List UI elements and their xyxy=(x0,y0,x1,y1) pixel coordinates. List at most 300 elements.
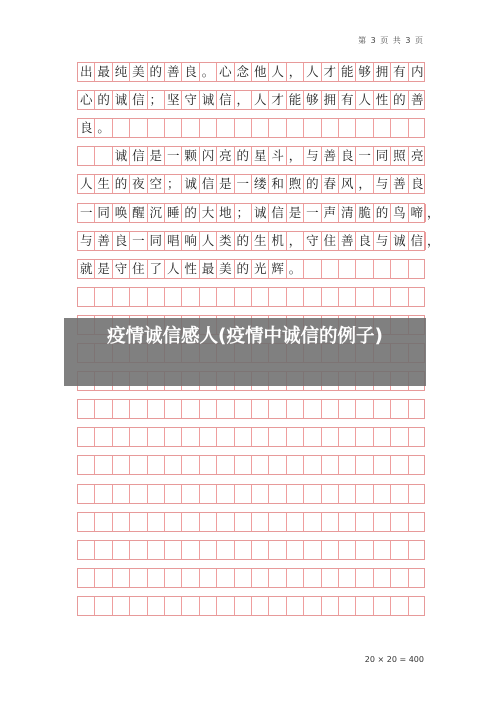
grid-cell: 同 xyxy=(95,204,112,222)
grid-cell xyxy=(182,597,199,615)
grid-cell: 是 xyxy=(217,175,234,193)
grid-cell xyxy=(182,513,199,531)
grid-cell xyxy=(409,400,426,418)
grid-cell: 的 xyxy=(304,175,321,193)
grid-cell xyxy=(409,119,426,137)
grid-cell: 生 xyxy=(95,175,112,193)
grid-cell xyxy=(235,485,252,503)
grid-cell: 的 xyxy=(235,260,252,278)
grid-cell: 才 xyxy=(322,63,339,81)
grid-cell xyxy=(113,400,130,418)
grid-cell xyxy=(113,597,130,615)
grid-cell xyxy=(287,400,304,418)
grid-cell xyxy=(130,288,147,306)
grid-cell: 的 xyxy=(182,204,199,222)
grid-cell xyxy=(287,119,304,137)
grid-cell: 春 xyxy=(322,175,339,193)
grid-cell xyxy=(322,456,339,474)
grid-cell xyxy=(391,119,408,137)
grid-cell xyxy=(374,456,391,474)
grid-cell: 和 xyxy=(269,175,286,193)
grid-cell xyxy=(269,119,286,137)
grid-cell xyxy=(78,597,95,615)
grid-cell xyxy=(391,597,408,615)
grid-cell xyxy=(339,485,356,503)
grid-cell: 空 xyxy=(148,175,165,193)
grid-cell xyxy=(356,541,373,559)
grid-cell xyxy=(356,288,373,306)
grid-cell: ； xyxy=(165,175,182,193)
grid-cell xyxy=(252,400,269,418)
grid-row xyxy=(77,427,425,447)
grid-cell: 夜 xyxy=(130,175,147,193)
grid-cell: 有 xyxy=(391,63,408,81)
grid-cell xyxy=(391,541,408,559)
grid-cell xyxy=(113,569,130,587)
grid-cell xyxy=(339,541,356,559)
grid-cell: 住 xyxy=(322,232,339,250)
grid-cell xyxy=(182,485,199,503)
grid-cell xyxy=(235,456,252,474)
grid-cell: 一 xyxy=(356,147,373,165)
grid-cell xyxy=(165,288,182,306)
grid-cell xyxy=(235,541,252,559)
grid-cell: 人 xyxy=(304,63,321,81)
grid-cell xyxy=(339,456,356,474)
grid-cell: 诚 xyxy=(113,91,130,109)
grid-cell xyxy=(322,513,339,531)
grid-cell xyxy=(269,597,286,615)
grid-cell: 睡 xyxy=(165,204,182,222)
grid-cell: 的 xyxy=(148,63,165,81)
grid-cell xyxy=(269,513,286,531)
grid-cell: 性 xyxy=(374,91,391,109)
grid-cell xyxy=(409,260,426,278)
grid-cell xyxy=(78,513,95,531)
grid-cell xyxy=(304,597,321,615)
grid-cell xyxy=(356,597,373,615)
grid-cell: 。 xyxy=(95,119,112,137)
grid-cell: 与 xyxy=(78,232,95,250)
grid-cell xyxy=(130,485,147,503)
grid-cell: 啼 xyxy=(409,204,426,222)
grid-cell: 信 xyxy=(130,91,147,109)
grid-cell: 人 xyxy=(165,260,182,278)
grid-cell: 与 xyxy=(374,175,391,193)
grid-cell: 心 xyxy=(78,91,95,109)
grid-cell: 缕 xyxy=(252,175,269,193)
grid-cell xyxy=(148,541,165,559)
grid-cell xyxy=(374,485,391,503)
grid-cell: 善 xyxy=(165,63,182,81)
grid-cell xyxy=(148,400,165,418)
grid-cell xyxy=(374,288,391,306)
grid-cell xyxy=(356,569,373,587)
grid-cell: 善 xyxy=(322,147,339,165)
grid-cell xyxy=(200,456,217,474)
grid-cell: 风 xyxy=(339,175,356,193)
grid-cell xyxy=(182,119,199,137)
title-banner xyxy=(64,318,426,386)
grid-row xyxy=(77,62,425,82)
grid-cell xyxy=(252,513,269,531)
grid-row xyxy=(77,259,425,279)
grid-cell xyxy=(148,513,165,531)
grid-cell xyxy=(409,569,426,587)
grid-cell xyxy=(374,597,391,615)
grid-cell: 同 xyxy=(148,232,165,250)
grid-cell: 人 xyxy=(200,232,217,250)
grid-cell xyxy=(269,288,286,306)
grid-cell xyxy=(287,541,304,559)
grid-cell xyxy=(165,597,182,615)
grid-cell xyxy=(287,513,304,531)
grid-cell: 他 xyxy=(252,63,269,81)
grid-cell xyxy=(269,428,286,446)
grid-cell: 住 xyxy=(130,260,147,278)
grid-cell: 鸟 xyxy=(391,204,408,222)
grid-cell xyxy=(252,569,269,587)
grid-cell xyxy=(95,428,112,446)
grid-cell xyxy=(287,485,304,503)
grid-cell xyxy=(130,513,147,531)
grid-cell xyxy=(287,597,304,615)
grid-cell xyxy=(356,428,373,446)
grid-cell: 与 xyxy=(374,232,391,250)
grid-cell: 沉 xyxy=(148,204,165,222)
grid-cell: 有 xyxy=(339,91,356,109)
grid-cell xyxy=(148,597,165,615)
grid-cell xyxy=(374,119,391,137)
grid-cell xyxy=(182,569,199,587)
grid-cell xyxy=(95,569,112,587)
grid-cell xyxy=(148,456,165,474)
grid-cell xyxy=(217,569,234,587)
grid-cell xyxy=(113,288,130,306)
grid-cell xyxy=(165,485,182,503)
grid-cell: 醒 xyxy=(130,204,147,222)
grid-cell: 美 xyxy=(217,260,234,278)
grid-cell: 清 xyxy=(339,204,356,222)
grid-cell xyxy=(391,513,408,531)
grid-cell xyxy=(339,597,356,615)
grid-cell xyxy=(130,597,147,615)
grid-cell xyxy=(304,541,321,559)
grid-cell xyxy=(113,513,130,531)
grid-cell: 唤 xyxy=(113,204,130,222)
grid-cell xyxy=(409,541,426,559)
grid-count-label: 20 × 20 = 400 xyxy=(364,655,424,664)
grid-cell: ， xyxy=(356,175,373,193)
grid-cell: 人 xyxy=(269,63,286,81)
grid-cell xyxy=(374,428,391,446)
grid-cell xyxy=(252,597,269,615)
grid-cell xyxy=(95,288,112,306)
grid-cell xyxy=(95,147,112,165)
grid-row xyxy=(77,540,425,560)
grid-cell xyxy=(95,400,112,418)
grid-cell xyxy=(130,456,147,474)
grid-cell: 一 xyxy=(235,175,252,193)
grid-cell xyxy=(235,119,252,137)
grid-cell: 的 xyxy=(391,91,408,109)
grid-cell xyxy=(287,428,304,446)
grid-cell: 的 xyxy=(235,147,252,165)
grid-cell xyxy=(391,400,408,418)
grid-cell: 一 xyxy=(130,232,147,250)
grid-cell: 与 xyxy=(304,147,321,165)
grid-cell: 最 xyxy=(95,63,112,81)
grid-cell xyxy=(235,400,252,418)
grid-cell: 信 xyxy=(269,204,286,222)
grid-cell: 一 xyxy=(165,147,182,165)
grid-cell: 诚 xyxy=(200,91,217,109)
grid-cell xyxy=(252,288,269,306)
grid-cell xyxy=(78,288,95,306)
grid-cell xyxy=(217,597,234,615)
grid-cell xyxy=(252,541,269,559)
grid-cell: ， xyxy=(235,91,252,109)
grid-cell: 良 xyxy=(113,232,130,250)
grid-cell xyxy=(78,147,95,165)
grid-cell xyxy=(148,428,165,446)
grid-cell xyxy=(200,288,217,306)
grid-cell xyxy=(304,513,321,531)
grid-cell: 人 xyxy=(356,91,373,109)
grid-cell: 一 xyxy=(78,204,95,222)
grid-cell xyxy=(113,119,130,137)
grid-cell: 良 xyxy=(78,119,95,137)
grid-cell xyxy=(182,428,199,446)
grid-row xyxy=(77,287,425,307)
grid-cell xyxy=(130,569,147,587)
grid-cell xyxy=(235,597,252,615)
grid-cell: 诚 xyxy=(252,204,269,222)
grid-cell xyxy=(409,485,426,503)
grid-cell xyxy=(339,428,356,446)
grid-cell xyxy=(113,485,130,503)
grid-cell: 的 xyxy=(113,175,130,193)
grid-cell xyxy=(182,400,199,418)
grid-cell xyxy=(78,569,95,587)
grid-cell: 拥 xyxy=(322,91,339,109)
grid-cell: 亮 xyxy=(411,148,424,164)
grid-cell: 够 xyxy=(356,63,373,81)
margin-punctuation: ， xyxy=(427,232,440,248)
grid-cell: 诚 xyxy=(391,232,408,250)
grid-cell: 脆 xyxy=(356,204,373,222)
grid-cell xyxy=(130,119,147,137)
grid-cell xyxy=(182,541,199,559)
grid-cell xyxy=(322,597,339,615)
grid-cell: 能 xyxy=(287,91,304,109)
grid-cell: 是 xyxy=(95,260,112,278)
grid-cell xyxy=(356,260,373,278)
grid-cell: 。 xyxy=(287,260,304,278)
grid-cell: 守 xyxy=(113,260,130,278)
grid-cell xyxy=(235,569,252,587)
grid-cell xyxy=(252,485,269,503)
grid-cell xyxy=(339,400,356,418)
grid-cell: 生 xyxy=(252,232,269,250)
grid-cell xyxy=(235,513,252,531)
grid-cell xyxy=(356,513,373,531)
grid-cell xyxy=(356,119,373,137)
grid-cell xyxy=(113,428,130,446)
grid-cell: 拥 xyxy=(374,63,391,81)
grid-cell: 了 xyxy=(148,260,165,278)
grid-cell xyxy=(391,288,408,306)
grid-cell: 纯 xyxy=(113,63,130,81)
grid-cell: 闪 xyxy=(200,147,217,165)
grid-cell: 声 xyxy=(322,204,339,222)
grid-cell: 就 xyxy=(78,260,95,278)
grid-cell xyxy=(165,513,182,531)
grid-row xyxy=(77,231,440,251)
grid-cell xyxy=(217,428,234,446)
grid-cell xyxy=(269,400,286,418)
grid-cell: ， xyxy=(287,232,304,250)
grid-cell: 斗 xyxy=(269,147,286,165)
grid-cell xyxy=(165,456,182,474)
grid-cell: 出 xyxy=(78,63,95,81)
grid-cell xyxy=(130,541,147,559)
grid-cell xyxy=(78,456,95,474)
grid-cell xyxy=(374,513,391,531)
grid-cell xyxy=(95,513,112,531)
grid-cell xyxy=(148,569,165,587)
grid-cell: 良 xyxy=(356,232,373,250)
grid-cell xyxy=(95,541,112,559)
grid-cell: 辉 xyxy=(269,260,286,278)
grid-cell xyxy=(287,569,304,587)
grid-row xyxy=(77,399,425,419)
grid-cell: 亮 xyxy=(217,147,234,165)
grid-cell: 守 xyxy=(182,91,199,109)
grid-cell xyxy=(200,513,217,531)
grid-cell xyxy=(200,597,217,615)
grid-cell: 才 xyxy=(269,91,286,109)
grid-row xyxy=(77,90,425,110)
grid-cell: 星 xyxy=(252,147,269,165)
grid-cell: 同 xyxy=(374,147,391,165)
grid-cell: 信 xyxy=(217,91,234,109)
grid-cell xyxy=(391,456,408,474)
grid-cell xyxy=(322,428,339,446)
grid-cell xyxy=(374,400,391,418)
grid-cell: 美 xyxy=(130,63,147,81)
grid-cell xyxy=(304,260,321,278)
grid-cell xyxy=(409,428,426,446)
grid-cell: 机 xyxy=(269,232,286,250)
margin-punctuation: ， xyxy=(427,204,440,220)
grid-cell xyxy=(217,400,234,418)
grid-cell: ， xyxy=(287,63,304,81)
grid-cell: 光 xyxy=(252,260,269,278)
grid-cell: 大 xyxy=(200,204,217,222)
grid-cell: 人 xyxy=(78,175,95,193)
page-number-label: 第 3 页 共 3 页 xyxy=(358,36,424,45)
grid-cell xyxy=(409,513,426,531)
grid-cell xyxy=(339,288,356,306)
grid-cell: 的 xyxy=(95,91,112,109)
grid-cell: 最 xyxy=(200,260,217,278)
grid-cell: 是 xyxy=(148,147,165,165)
grid-cell xyxy=(165,569,182,587)
grid-cell: ， xyxy=(287,147,304,165)
grid-cell xyxy=(409,597,426,615)
grid-cell xyxy=(148,288,165,306)
grid-cell xyxy=(78,400,95,418)
grid-cell xyxy=(113,456,130,474)
grid-cell xyxy=(200,485,217,503)
grid-cell: 守 xyxy=(304,232,321,250)
grid-cell: 煦 xyxy=(287,175,304,193)
grid-cell xyxy=(409,456,426,474)
grid-cell xyxy=(252,456,269,474)
grid-cell xyxy=(217,513,234,531)
grid-cell: 一 xyxy=(304,204,321,222)
grid-cell xyxy=(148,119,165,137)
grid-row xyxy=(77,174,425,194)
grid-cell xyxy=(304,428,321,446)
grid-cell: 良 xyxy=(411,176,424,192)
grid-cell xyxy=(182,288,199,306)
grid-cell xyxy=(95,456,112,474)
grid-cell xyxy=(235,288,252,306)
grid-cell: 地 xyxy=(217,204,234,222)
grid-cell xyxy=(339,119,356,137)
grid-cell xyxy=(217,485,234,503)
grid-row xyxy=(77,455,425,475)
grid-cell xyxy=(304,288,321,306)
grid-cell: 坚 xyxy=(165,91,182,109)
grid-row xyxy=(77,512,425,532)
grid-cell: 善 xyxy=(339,232,356,250)
grid-cell xyxy=(217,119,234,137)
grid-cell xyxy=(252,428,269,446)
grid-cell xyxy=(113,541,130,559)
grid-cell: 善 xyxy=(411,92,424,108)
grid-cell: 信 xyxy=(409,232,426,250)
grid-cell xyxy=(322,541,339,559)
grid-cell xyxy=(304,400,321,418)
grid-cell xyxy=(78,541,95,559)
grid-cell xyxy=(339,569,356,587)
grid-cell: 善 xyxy=(391,175,408,193)
grid-cell: 颗 xyxy=(182,147,199,165)
grid-cell xyxy=(322,485,339,503)
grid-cell xyxy=(165,400,182,418)
grid-cell xyxy=(304,485,321,503)
grid-cell xyxy=(391,485,408,503)
grid-row xyxy=(77,118,425,138)
grid-cell: ； xyxy=(235,204,252,222)
grid-cell xyxy=(356,400,373,418)
grid-cell xyxy=(217,456,234,474)
grid-cell xyxy=(200,569,217,587)
grid-cell xyxy=(304,119,321,137)
grid-cell xyxy=(269,569,286,587)
grid-cell xyxy=(356,485,373,503)
grid-cell: 的 xyxy=(374,204,391,222)
grid-cell xyxy=(217,541,234,559)
grid-cell: 够 xyxy=(304,91,321,109)
grid-cell: 良 xyxy=(182,63,199,81)
grid-cell: 照 xyxy=(391,147,408,165)
grid-cell xyxy=(374,260,391,278)
grid-cell: 的 xyxy=(235,232,252,250)
